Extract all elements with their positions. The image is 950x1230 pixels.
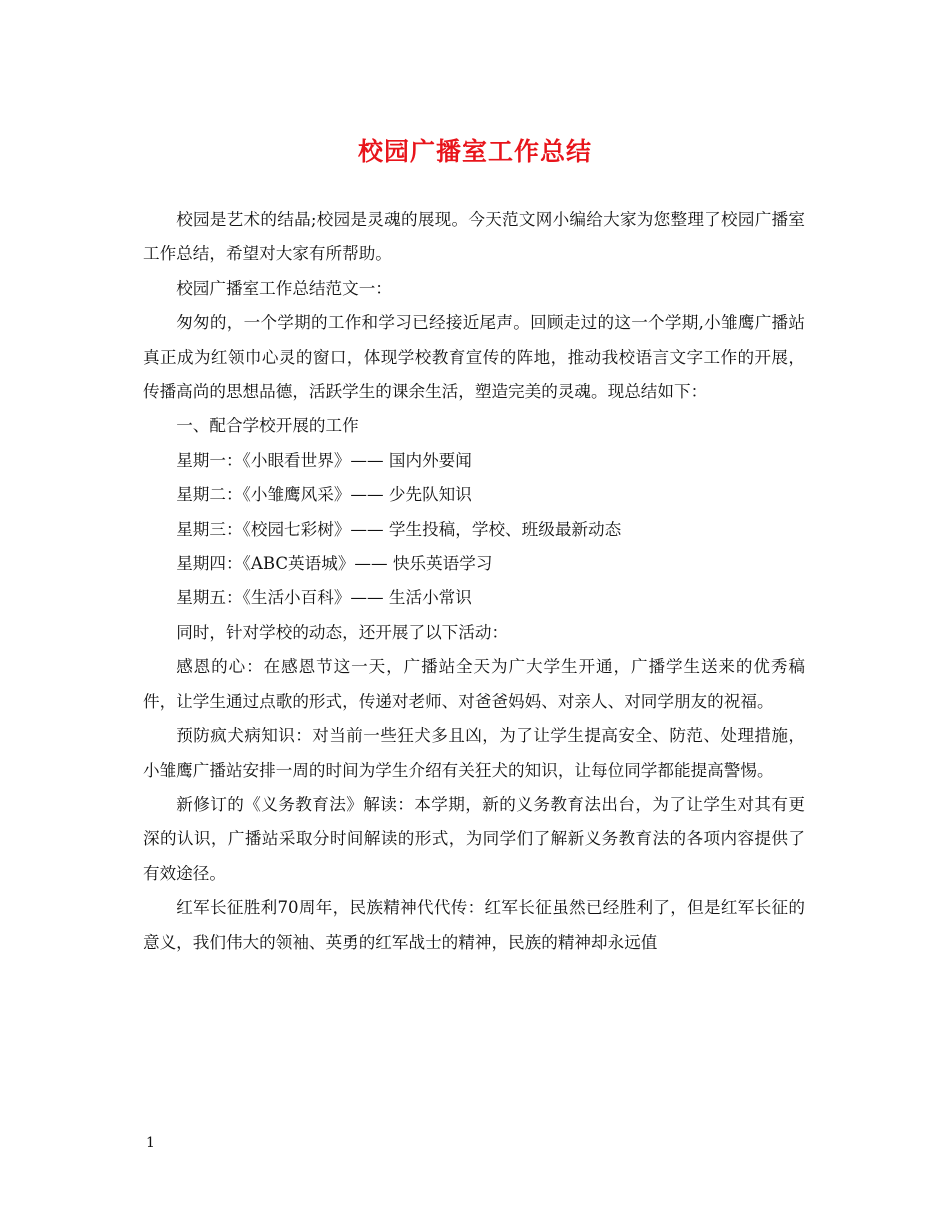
paragraph-long-march: 红军长征胜利70周年，民族精神代代传：红军长征虽然已经胜利了，但是红军长征的意义，我们伟大的领袖、英勇的红军战士的精神，民族的精神却永远值 bbox=[143, 898, 805, 952]
schedule-thursday: 星期四：《ABC英语城》—— 快乐英语学习 bbox=[176, 554, 493, 574]
paragraph-rabies: 预防疯犬病知识：对当前一些狂犬多且凶，为了让学生提高安全、防范、处理措施，小雏鹰广播站安排一周的时间为学生介绍有关狂犬的知识，让每位同学都能提高警惕。 bbox=[143, 726, 805, 780]
paragraph-education-law: 新修订的《义务教育法》解读：本学期，新的义务教育法出台，为了让学生对其有更深的认识，广播站采取分时间解读的形式，为同学们了解新义务教育法的各项内容提供了有效途径。 bbox=[143, 794, 805, 883]
page-number: 1 bbox=[146, 1135, 155, 1151]
paragraph-thanksgiving: 感恩的心：在感恩节这一天，广播站全天为广大学生开通，广播学生送来的优秀稿件，让学生通过点歌的形式，传递对老师、对爸爸妈妈、对亲人、对同学朋友的祝福。 bbox=[143, 657, 805, 711]
paragraph-activities-intro: 同时，针对学校的动态，还开展了以下活动： bbox=[176, 622, 509, 642]
schedule-friday: 星期五：《生活小百科》—— 生活小常识 bbox=[176, 588, 472, 608]
section-heading-1: 一、配合学校开展的工作 bbox=[176, 416, 359, 436]
schedule-tuesday: 星期二：《小雏鹰风采》—— 少先队知识 bbox=[176, 485, 472, 505]
paragraph-intro: 校园是艺术的结晶;校园是灵魂的展现。今天范文网小编给大家为您整理了校园广播室工作总结，希望对大家有所帮助。 bbox=[143, 210, 805, 264]
schedule-wednesday: 星期三：《校园七彩树》—— 学生投稿，学校、班级最新动态 bbox=[176, 519, 622, 539]
schedule-monday: 星期一：《小眼看世界》—— 国内外要闻 bbox=[176, 450, 472, 470]
document-title: 校园广播室工作总结 bbox=[357, 137, 592, 166]
document-body bbox=[143, 203, 805, 960]
paragraph-sample-heading: 校园广播室工作总结范文一： bbox=[176, 278, 392, 298]
paragraph-overview: 匆匆的，一个学期的工作和学习已经接近尾声。回顾走过的这一个学期,小雏鹰广播站真正成为红领巾心灵的窗口，体现学校教育宣传的阵地，推动我校语言文字工作的开展，传播高尚的思想品德，活跃学生的课余生活，塑造完美的灵魂。现总结如下： bbox=[143, 313, 805, 402]
